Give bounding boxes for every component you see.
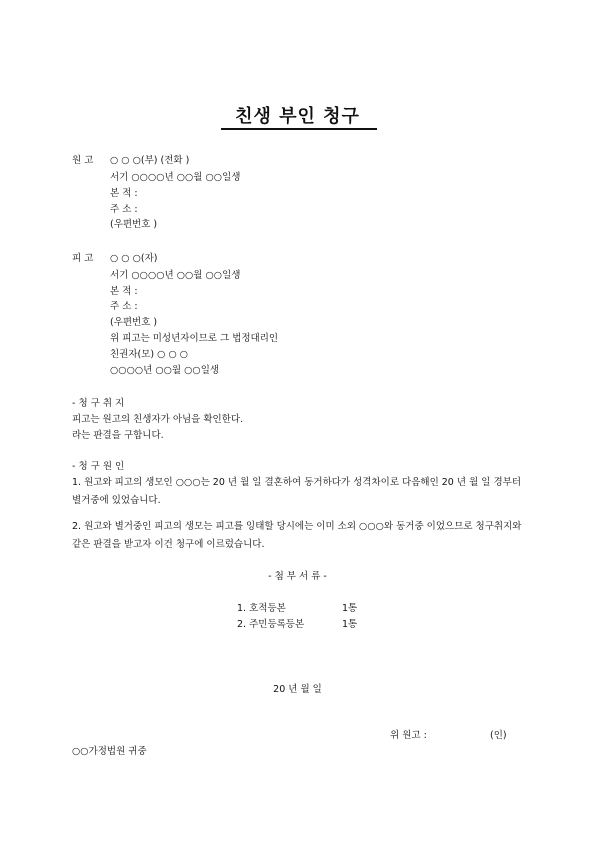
- attachment-item-name: 2. 주민등록등본: [237, 619, 305, 630]
- plaintiff-address: 주 소 :: [110, 204, 138, 215]
- plaintiff-label: 원 고: [72, 155, 94, 166]
- defendant-minor-note: 위 피고는 미성년자이므로 그 법정대리인: [110, 333, 279, 344]
- plaintiff-birth: 서기 ○○○○년 ○○월 ○○일생: [110, 172, 241, 183]
- defendant-guardian-birth: ○○○○년 ○○월 ○○일생: [110, 365, 220, 376]
- court-addressee: ○○가정법원 귀중: [72, 746, 147, 757]
- cause-paragraph-1: 1. 원고와 피고의 생모인 ○○○는 20 년 월 일 결혼하여 동거하다가 성격차이로 다음해인 20 년 월 일 경부터 별거중에 있었습니다.: [72, 477, 521, 506]
- defendant-name: ○ ○ ○(자): [110, 253, 158, 264]
- document-title: 친생 부인 청구: [235, 106, 360, 127]
- attachment-item-count: 1통: [342, 619, 358, 630]
- defendant-birth: 서기 ○○○○년 ○○월 ○○일생: [110, 270, 241, 281]
- cause-paragraph-2: 2. 원고와 별거중인 피고의 생모는 피고를 잉태할 당시에는 이미 소외 ○○○와 동거중 이었으므로 청구취지와 같은 판결을 받고자 이건 청구에 이르렀습니다.: [72, 521, 522, 550]
- title-underline: [221, 128, 377, 130]
- defendant-domicile: 본 적 :: [110, 286, 138, 297]
- defendant-guardian: 친권자(모) ○ ○ ○: [110, 349, 189, 360]
- claim-line-1: 피고는 원고의 친생자가 아님을 확인한다.: [72, 414, 244, 425]
- signature-label: 위 원고 :: [390, 730, 427, 741]
- seal-mark: (인): [490, 730, 507, 741]
- attachment-item-count: 1통: [342, 603, 358, 614]
- defendant-label: 피 고: [72, 253, 94, 264]
- plaintiff-name: ○ ○ ○(부) (전화 ): [110, 155, 190, 166]
- attachments-heading: - 첨 부 서 류 -: [268, 571, 327, 582]
- defendant-address: 주 소 :: [110, 301, 138, 312]
- defendant-postal: (우편번호 ): [110, 317, 158, 328]
- plaintiff-postal: (우편번호 ): [110, 219, 158, 230]
- document-date: 20 년 월 일: [273, 684, 322, 695]
- plaintiff-domicile: 본 적 :: [110, 188, 138, 199]
- cause-heading: - 청 구 원 인: [72, 461, 125, 472]
- claim-heading: - 청 구 취 지: [72, 398, 125, 409]
- attachment-item-name: 1. 호적등본: [237, 603, 286, 614]
- claim-line-2: 라는 판결을 구합니다.: [72, 430, 164, 441]
